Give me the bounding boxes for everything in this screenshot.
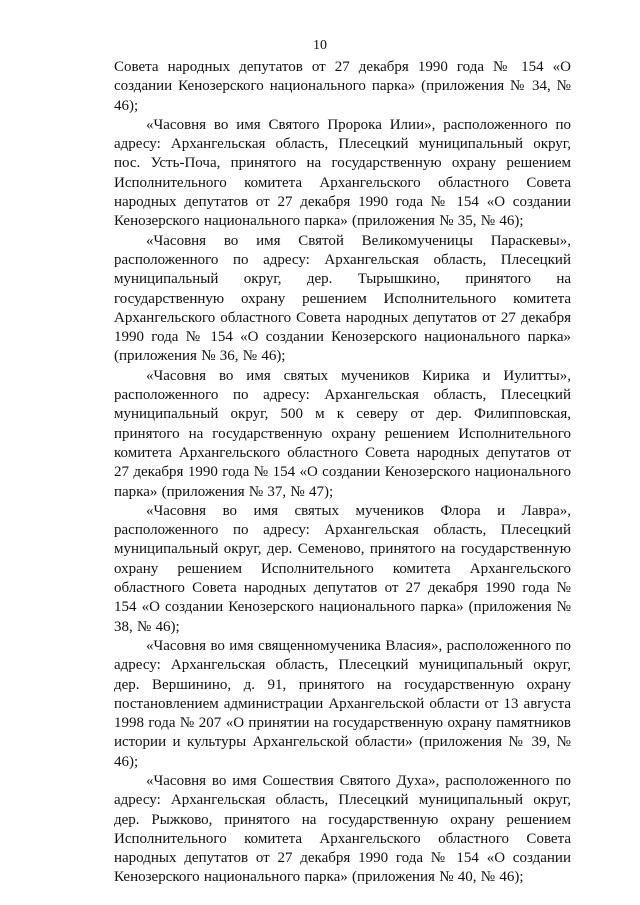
paragraph-chapel-holy-spirit: «Часовня во имя Сошествия Святого Духа», расположенного по адресу: Архангельская область, Плесецкий муниципальный округ, дер. Рыжково, принятого на государственную охрану решением Исполнительного комитета Архангельского областного Совета народных депутатов от 27 декабря 1990 года № 154 «О создании Кенозерского национального парка» (приложения № 40, № 46); [114,772,571,886]
document-body [114,58,571,888]
paragraph-chapel-vlasiy: «Часовня во имя священномученика Власия», расположенного по адресу: Архангельская область, Плесецкий муниципальный округ, дер. Вершинино, д. 91, принятого на государственную охрану постановлением администрации Архангельской области от 13 августа 1998 года № 207 «О принятии на государственную охрану памятников истории и культуры Архангельской области» (приложения № 39, № 46); [114,637,571,770]
paragraph-chapel-kirik-iulitta: «Часовня во имя святых мучеников Кирика и Иулитты», расположенного по адресу: Архангельская область, Плесецкий муниципальный округ, 500 м к северу от дер. Филипповская, принятого на государственную охрану решением Исполнительного комитета Архангельского областного Совета народных депутатов от 27 декабря 1990 года № 154 «О создании Кенозерского национального парка» (приложения № 37, № 47); [114,367,571,500]
paragraph-chapel-flor-lavr: «Часовня во имя святых мучеников Флора и Лавра», расположенного по адресу: Архангельская область, Плесецкий муниципальный округ, дер. Семеново, принятого на государственную охрану решением Исполнительного комитета Архангельского областного Совета народных депутатов от 27 декабря 1990 года № 154 «О создании Кенозерского национального парка» (приложения № 38, № 46); [114,502,571,635]
paragraph-chapel-paraskeva: «Часовня во имя Святой Великомученицы Параскевы», расположенного по адресу: Архангельская область, Плесецкий муниципальный округ, дер. Тырышкино, принятого на государственную охрану решением Исполнительного комитета Архангельского областного Совета народных депутатов от 27 декабря 1990 года № 154 «О создании Кенозерского национального парка» (приложения № 36, № 46); [114,232,571,365]
paragraph-continuation: Совета народных депутатов от 27 декабря 1990 года № 154 «О создании Кенозерского национального парка» (приложения № 34, № 46); [114,59,571,114]
paragraph-chapel-ilia: «Часовня во имя Святого Пророка Илии», расположенного по адресу: Архангельская область, Плесецкий муниципальный округ, пос. Усть-Поча, принятого на государственную охрану решением Исполнительного комитета Архангельского областного Совета народных депутатов от 27 декабря 1990 года № 154 «О создании Кенозерского национального парка» (приложения № 35, № 46); [114,116,571,230]
page-number: 10 [313,38,327,53]
